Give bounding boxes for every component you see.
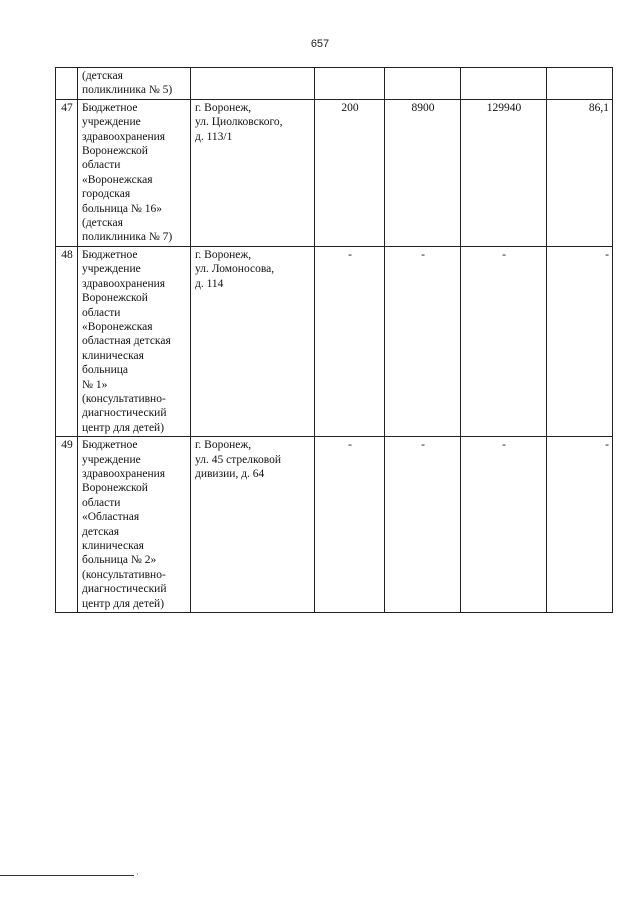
org-line: «Воронежская — [82, 320, 153, 333]
org-line: детская — [82, 525, 120, 538]
org-line: здравоохранения — [82, 467, 166, 480]
address-line: ул. Ломоносова, — [195, 263, 275, 276]
org-line: Воронежской — [82, 482, 148, 495]
value-cell — [315, 68, 385, 100]
address-cell — [191, 68, 315, 100]
org-line: Бюджетное — [82, 101, 138, 114]
value-cell: - — [461, 246, 547, 436]
table-row — [56, 246, 613, 436]
value-cell — [461, 68, 547, 100]
table-row — [56, 99, 613, 246]
value-cell: - — [547, 246, 613, 436]
footnote-mark: · — [136, 870, 139, 879]
table-row — [56, 437, 613, 613]
org-line: (детская — [82, 70, 123, 82]
row-number-cell: 48 — [56, 246, 78, 436]
value-cell: 129940 — [461, 99, 547, 246]
org-line: здравоохранения — [82, 130, 166, 143]
organization-cell — [78, 99, 191, 246]
organization-cell — [78, 68, 191, 100]
org-line: учреждение — [82, 263, 141, 276]
address-line: ул. Циолковского, — [195, 116, 283, 129]
data-table — [55, 67, 613, 613]
address-line: ул. 45 стрелковой — [195, 453, 281, 466]
value-cell — [547, 68, 613, 100]
address-line: г. Воронеж, — [195, 439, 252, 452]
value-cell: - — [315, 246, 385, 436]
org-line: Бюджетное — [82, 439, 138, 452]
org-line: центр для детей) — [82, 597, 165, 610]
row-number-cell: 47 — [56, 99, 78, 246]
value-cell: - — [315, 437, 385, 613]
value-cell: - — [385, 437, 461, 613]
address-line: д. 114 — [195, 277, 224, 290]
org-line: области — [82, 306, 121, 319]
row-number-cell: 49 — [56, 437, 78, 613]
org-line: Воронежской — [82, 292, 148, 305]
address-cell — [191, 99, 315, 246]
org-line: области — [82, 496, 121, 509]
table-row-continuation — [56, 68, 613, 100]
org-line: центр для детей) — [82, 421, 165, 434]
value-cell: - — [385, 246, 461, 436]
org-line: больница № 16» — [82, 202, 162, 215]
org-line: (детская — [82, 217, 123, 230]
value-cell — [385, 68, 461, 100]
org-line: «Воронежская — [82, 173, 153, 186]
org-line: № 1» — [82, 378, 108, 391]
address-line: г. Воронеж, — [195, 248, 252, 261]
org-line: «Областная — [82, 511, 140, 524]
org-line: Воронежской — [82, 145, 148, 158]
value-cell: - — [461, 437, 547, 613]
org-line: городская — [82, 188, 131, 201]
value-cell: - — [547, 437, 613, 613]
org-line: Бюджетное — [82, 248, 138, 261]
org-line: клиническая — [82, 540, 144, 552]
address-line: дивизии, д. 64 — [195, 467, 265, 480]
org-line: поликлиника № 7) — [82, 231, 173, 244]
org-line: учреждение — [82, 116, 141, 129]
org-line: больница № 2» — [82, 554, 157, 567]
org-line: клиническая — [82, 349, 144, 362]
organization-cell — [78, 246, 191, 436]
org-line: учреждение — [82, 453, 141, 466]
org-line: (консультативно- — [82, 392, 166, 405]
value-cell: 86,1 — [547, 99, 613, 246]
footnote-rule — [0, 875, 134, 876]
org-line: здравоохранения — [82, 277, 166, 290]
page-number: 657 — [310, 38, 330, 50]
org-line: больница — [82, 364, 128, 377]
address-cell — [191, 437, 315, 613]
org-line: (консультативно- — [82, 568, 166, 581]
org-line: поликлиника № 5) — [82, 84, 173, 97]
organization-cell — [78, 437, 191, 613]
value-cell: 8900 — [385, 99, 461, 246]
org-line: диагностический — [82, 583, 167, 596]
address-line: г. Воронеж, — [195, 101, 252, 114]
org-line: областная детская — [82, 335, 171, 348]
row-number-cell — [56, 68, 78, 100]
address-line: д. 113/1 — [195, 130, 233, 143]
value-cell: 200 — [315, 99, 385, 246]
org-line: области — [82, 159, 121, 172]
org-line: диагностический — [82, 407, 167, 420]
address-cell — [191, 246, 315, 436]
